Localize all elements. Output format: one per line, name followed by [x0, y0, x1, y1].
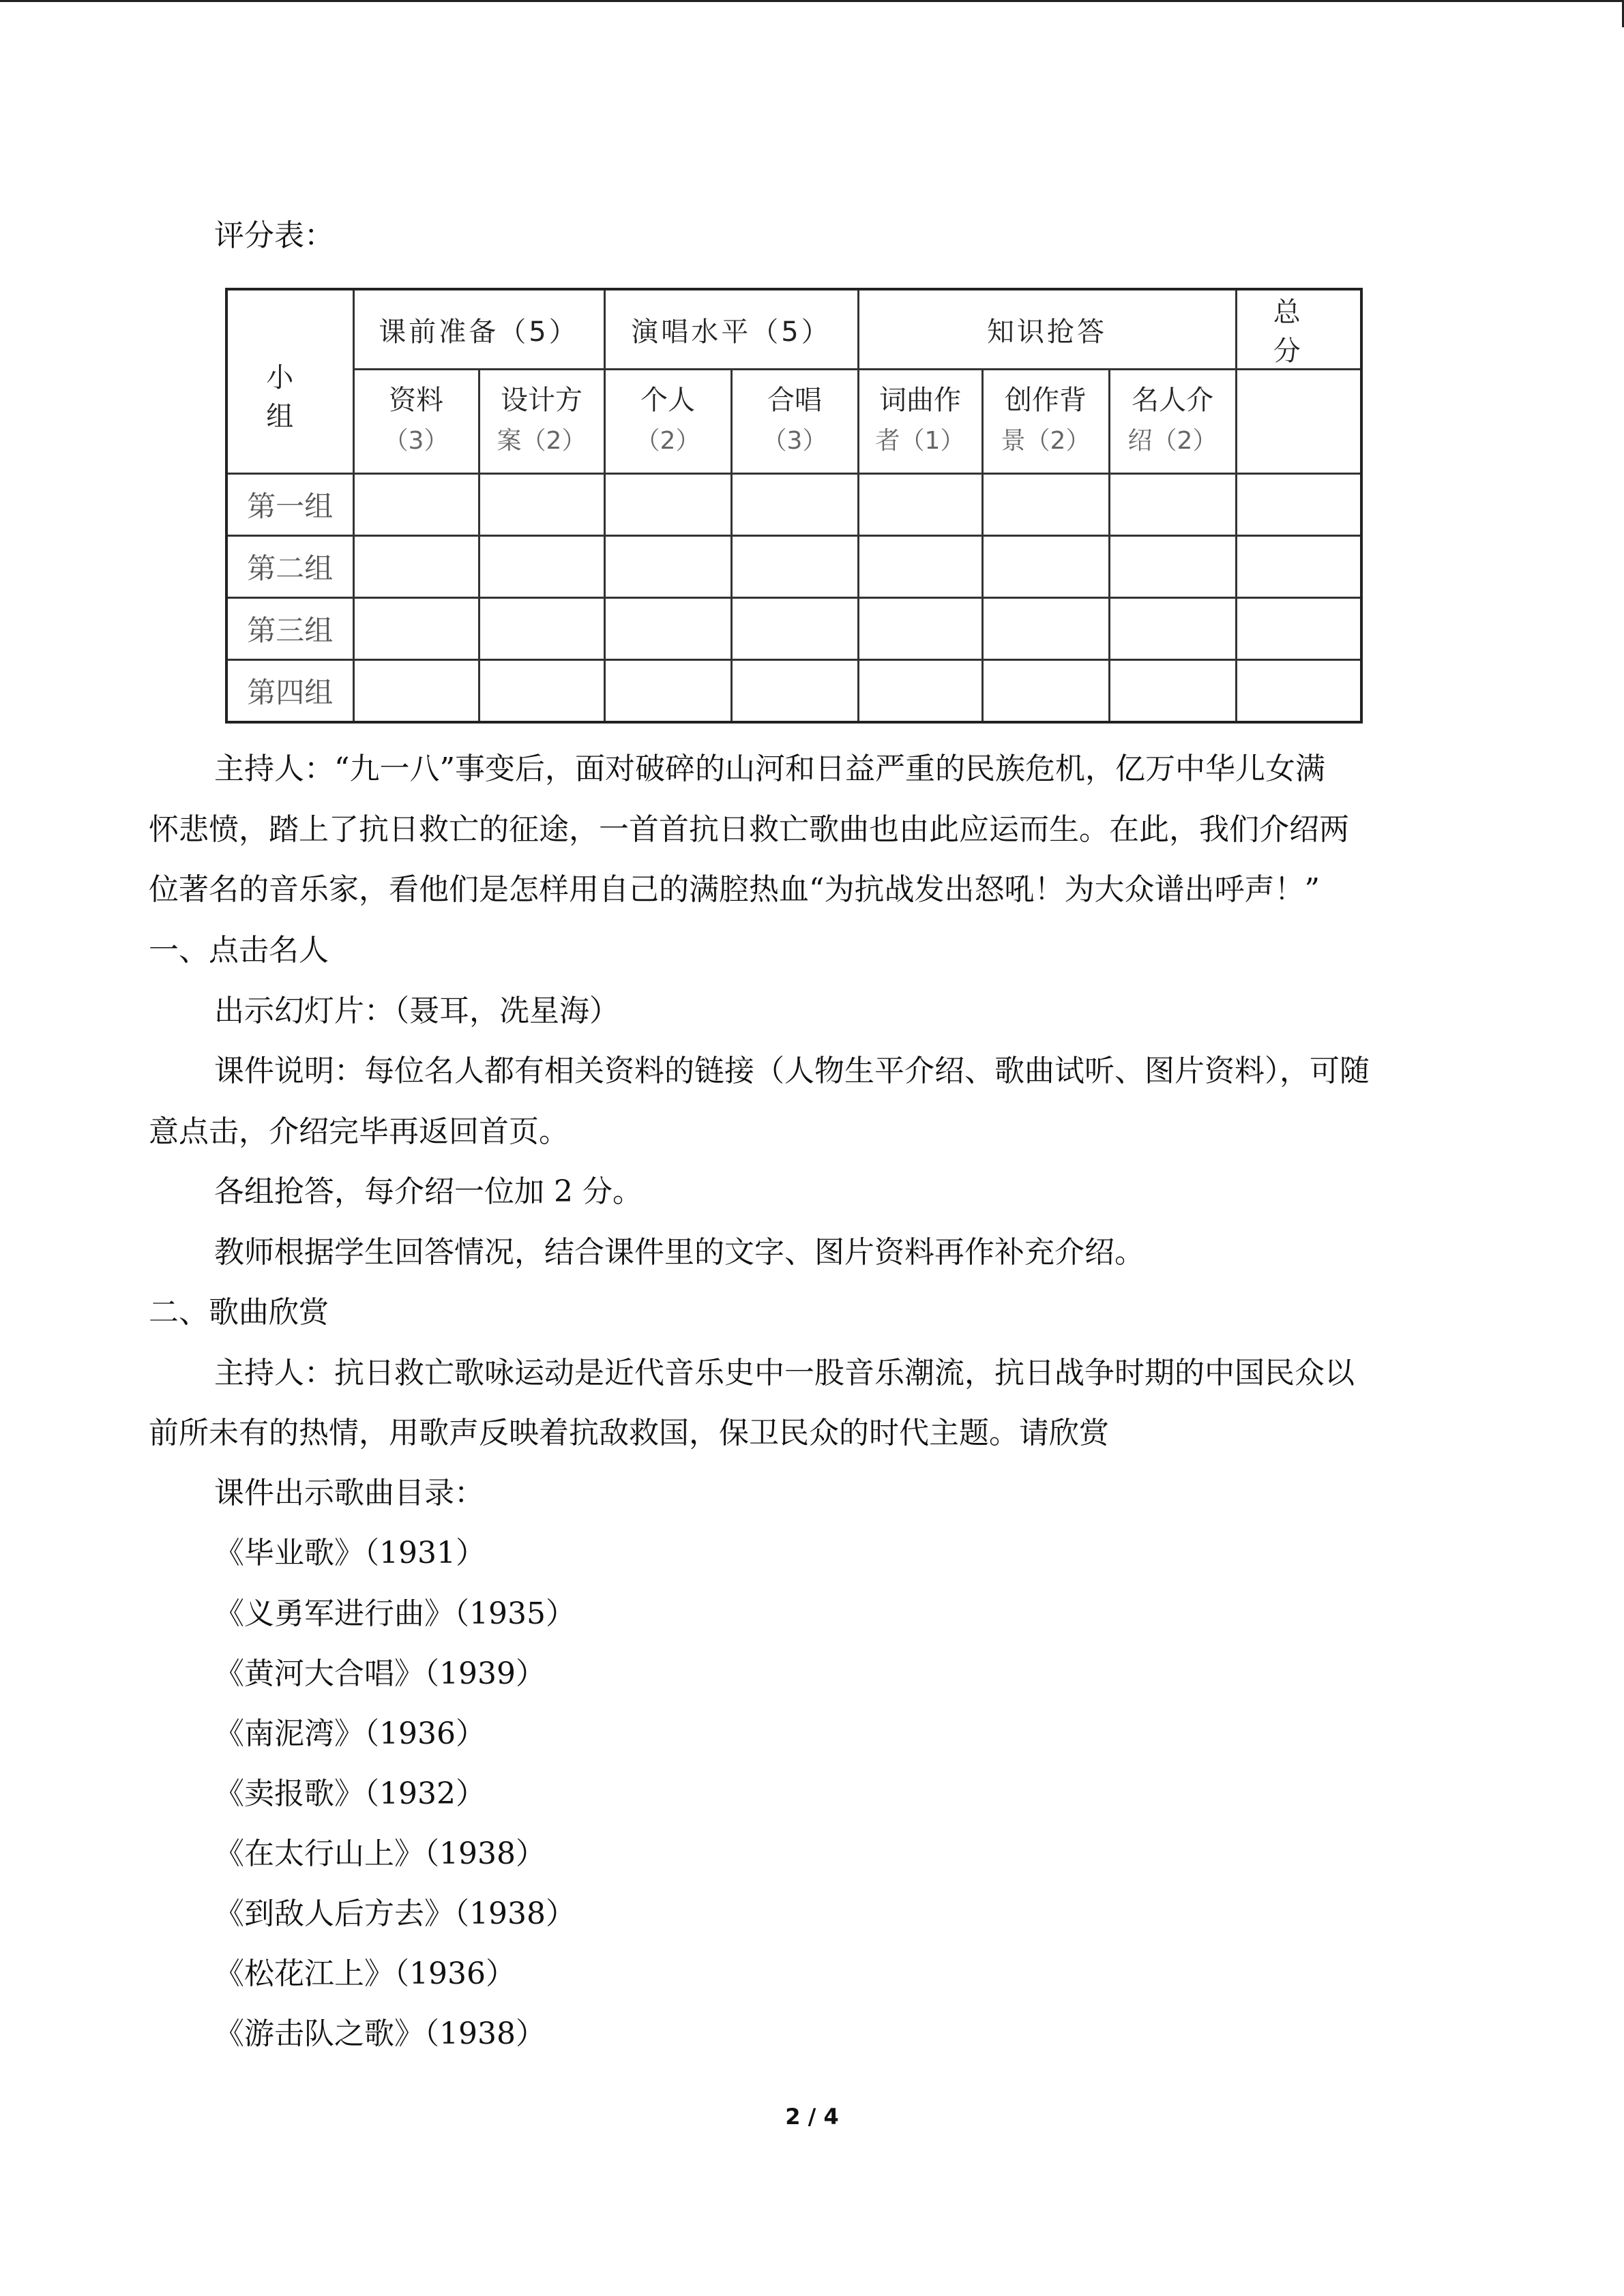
score-cell	[604, 660, 731, 723]
score-cell	[353, 536, 479, 598]
page-number: 2 / 4	[785, 2104, 839, 2130]
score-cell	[982, 474, 1109, 536]
table-row	[226, 536, 1361, 598]
score-cell	[982, 660, 1109, 723]
score-cell	[982, 598, 1109, 660]
table-row	[226, 474, 1361, 536]
section-heading-1: 一、点击名人	[149, 933, 329, 968]
subheader-total-blank	[1236, 370, 1361, 474]
subheader-celebrity: 名人介 绍（2）	[1109, 370, 1236, 474]
group-3-label: 第三组	[226, 598, 353, 660]
score-cell	[982, 536, 1109, 598]
song-item: 《松花江上》（1936）	[214, 1956, 516, 1991]
table-row	[226, 598, 1361, 660]
subheader-background: 创作背 景（2）	[982, 370, 1109, 474]
song-item: 《游击队之歌》（1938）	[214, 2016, 546, 2051]
song-item: 《在太行山上》（1938）	[214, 1836, 546, 1871]
score-cell	[604, 474, 731, 536]
score-cell	[858, 536, 982, 598]
score-cell	[731, 536, 858, 598]
scoring-table-label: 评分表：	[214, 218, 334, 253]
song-item: 《到敌人后方去》（1938）	[214, 1896, 576, 1931]
score-cell	[1109, 474, 1236, 536]
subheader-materials: 资料 （3）	[353, 370, 479, 474]
subheader-design-plan: 设计方 案（2）	[479, 370, 604, 474]
subheader-chorus: 合唱 （3）	[731, 370, 858, 474]
group-1-label: 第一组	[226, 474, 353, 536]
score-cell	[731, 474, 858, 536]
score-cell	[604, 598, 731, 660]
header-group: 小 组	[226, 289, 353, 474]
courseware-note-line-2: 意点击，介绍完毕再返回首页。	[149, 1114, 569, 1149]
header-knowledge: 知识抢答	[858, 289, 1236, 370]
score-cell	[731, 598, 858, 660]
group-4-label: 第四组	[226, 660, 353, 723]
score-cell	[1236, 474, 1361, 536]
score-cell	[858, 598, 982, 660]
score-cell	[479, 474, 604, 536]
teacher-line: 教师根据学生回答情况，结合课件里的文字、图片资料再作补充介绍。	[214, 1235, 1145, 1270]
song-item: 《南泥湾》（1936）	[214, 1716, 486, 1751]
header-total: 总 分	[1236, 289, 1361, 370]
score-cell	[353, 474, 479, 536]
host-intro-line-1: 主持人：“九一八”事变后，面对破碎的山河和日益严重的民族危机，亿万中华儿女满	[214, 751, 1325, 786]
score-cell	[604, 536, 731, 598]
host-appreciation-line-2: 前所未有的热情，用歌声反映着抗敌救国，保卫民众的时代主题。请欣赏	[149, 1416, 1109, 1450]
score-cell	[1109, 598, 1236, 660]
header-prep: 课前准备（5）	[353, 289, 604, 370]
score-cell	[479, 660, 604, 723]
table-row	[226, 660, 1361, 723]
score-cell	[353, 660, 479, 723]
header-singing: 演唱水平（5）	[604, 289, 858, 370]
song-catalog-label: 课件出示歌曲目录：	[214, 1476, 484, 1510]
host-intro-line-3: 位著名的音乐家，看他们是怎样用自己的满腔热血“为抗战发出怒吼！为大众谱出呼声！”	[149, 872, 1320, 907]
courseware-note-line-1: 课件说明：每位名人都有相关资料的链接（人物生平介绍、歌曲试听、图片资料），可随	[214, 1054, 1370, 1088]
subheader-composer: 词曲作 者（1）	[858, 370, 982, 474]
song-item: 《毕业歌》（1931）	[214, 1536, 486, 1570]
score-cell	[858, 474, 982, 536]
score-cell	[1109, 660, 1236, 723]
song-item: 《义勇军进行曲》（1935）	[214, 1596, 576, 1631]
scoring-table	[225, 288, 1363, 724]
slide-line: 出示幻灯片：（聂耳，冼星海）	[214, 994, 619, 1028]
song-item: 《黄河大合唱》（1939）	[214, 1656, 546, 1691]
host-intro-line-2: 怀悲愤，踏上了抗日救亡的征途，一首首抗日救亡歌曲也由此应运而生。在此，我们介绍两	[149, 812, 1349, 847]
score-cell	[479, 536, 604, 598]
top-border-line	[0, 0, 1624, 2]
score-cell	[353, 598, 479, 660]
score-cell	[858, 660, 982, 723]
score-cell	[731, 660, 858, 723]
host-appreciation-line-1: 主持人：抗日救亡歌咏运动是近代音乐史中一股音乐潮流，抗日战争时期的中国民众以	[214, 1356, 1355, 1390]
song-item: 《卖报歌》（1932）	[214, 1776, 486, 1811]
section-heading-2: 二、歌曲欣赏	[149, 1295, 329, 1330]
score-cell	[1236, 660, 1361, 723]
group-2-label: 第二组	[226, 536, 353, 598]
score-cell	[479, 598, 604, 660]
subheader-solo: 个人 （2）	[604, 370, 731, 474]
score-cell	[1109, 536, 1236, 598]
score-cell	[1236, 536, 1361, 598]
rush-answer-line: 各组抢答，每介绍一位加 2 分。	[214, 1174, 643, 1209]
score-cell	[1236, 598, 1361, 660]
